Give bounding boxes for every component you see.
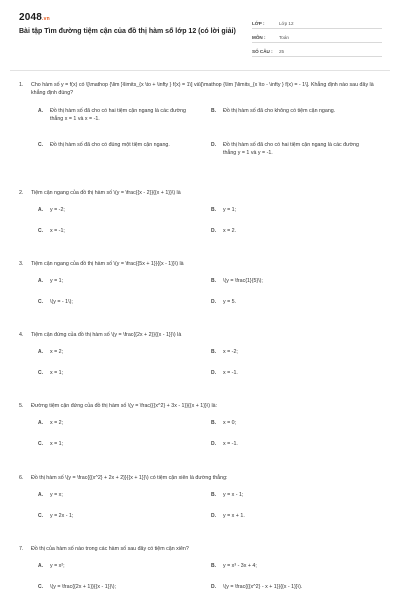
option-text: y = x³ - 3x + 4; bbox=[223, 563, 257, 570]
question-1 bbox=[19, 81, 379, 171]
meta-label: SỐ CÂU : bbox=[252, 49, 273, 54]
option-text: x = 0; bbox=[223, 420, 237, 427]
option-text: \(y = \frac{1}{5}\); bbox=[223, 278, 263, 285]
meta-value: Lớp 12 bbox=[279, 21, 294, 26]
option-letter: C. bbox=[38, 584, 43, 591]
question-stem bbox=[19, 260, 379, 268]
brand-name: 2048 bbox=[19, 12, 43, 23]
question-5 bbox=[19, 402, 379, 454]
question-6 bbox=[19, 474, 379, 526]
brand-suffix: .vn bbox=[42, 16, 50, 22]
option-text: Đồ thị hàm số đã cho có hai tiệm cận ngang là các đường thẳng y = 1 và y = -1. bbox=[223, 142, 359, 156]
options bbox=[19, 201, 379, 241]
option-b[interactable] bbox=[211, 108, 366, 115]
option-text: y = 1; bbox=[223, 207, 237, 214]
option-a[interactable] bbox=[38, 563, 178, 570]
divider bbox=[10, 70, 390, 71]
option-text: y = 1; bbox=[50, 278, 64, 285]
question-number: 5. bbox=[19, 403, 24, 409]
option-letter: D. bbox=[211, 299, 216, 306]
question-number: 6. bbox=[19, 475, 24, 481]
options bbox=[19, 486, 379, 526]
option-letter: A. bbox=[38, 563, 43, 570]
option-c[interactable] bbox=[38, 370, 178, 377]
question-text: Đường tiệm cận đứng của đồ thị hàm số \(y = \frac{{{x^2} + 3x - 1}}{{x + 1}}\) là: bbox=[31, 403, 218, 409]
option-letter: D. bbox=[211, 370, 216, 377]
question-text: Tiệm cận ngang của đồ thị hàm số \(y = \frac{{5x + 1}}{{x - 1}}\) là bbox=[31, 261, 184, 267]
options bbox=[19, 343, 379, 383]
question-stem bbox=[19, 331, 379, 339]
option-letter: A. bbox=[38, 278, 43, 285]
option-b[interactable] bbox=[211, 349, 351, 356]
option-text: x = 2. bbox=[223, 228, 237, 235]
option-text: y = 2x - 1; bbox=[50, 513, 74, 520]
option-text: y = x + 1. bbox=[223, 513, 245, 520]
option-a[interactable] bbox=[38, 278, 178, 285]
option-text: y = x - 1; bbox=[223, 492, 244, 499]
option-c[interactable] bbox=[38, 142, 193, 149]
option-letter: A. bbox=[38, 492, 43, 499]
option-text: x = 2; bbox=[50, 349, 64, 356]
option-letter: D. bbox=[211, 513, 216, 520]
option-letter: C. bbox=[38, 441, 43, 448]
question-text: Tiệm cận ngang của đồ thị hàm số \(y = \frac{{x - 2}}{{x + 1}}\) là bbox=[31, 190, 181, 196]
question-stem bbox=[19, 402, 379, 410]
option-letter: B. bbox=[211, 278, 216, 285]
question-stem bbox=[19, 189, 379, 197]
option-d[interactable] bbox=[211, 584, 351, 591]
option-text: \(y = - 1\); bbox=[50, 299, 73, 306]
option-a[interactable] bbox=[38, 108, 193, 122]
option-letter: C. bbox=[38, 228, 43, 235]
option-b[interactable] bbox=[211, 278, 351, 285]
option-d[interactable] bbox=[211, 142, 366, 156]
meta-value: 25 bbox=[279, 49, 285, 54]
option-letter: A. bbox=[38, 420, 43, 427]
question-4 bbox=[19, 331, 379, 383]
question-number: 2. bbox=[19, 190, 24, 196]
option-letter: D. bbox=[211, 441, 216, 448]
question-3 bbox=[19, 260, 379, 312]
options bbox=[19, 101, 379, 171]
option-text: x = -1. bbox=[223, 370, 238, 377]
question-number: 4. bbox=[19, 332, 24, 338]
option-letter: A. bbox=[38, 349, 43, 356]
question-number: 3. bbox=[19, 261, 24, 267]
option-text: x = 1; bbox=[50, 370, 64, 377]
question-text: Tiệm cận đứng của đồ thị hàm số \(y = \frac{{2x + 2}}{{x - 1}}\) là bbox=[31, 332, 182, 338]
option-b[interactable] bbox=[211, 563, 351, 570]
option-letter: C. bbox=[38, 513, 43, 520]
meta-panel bbox=[252, 15, 382, 57]
option-a[interactable] bbox=[38, 349, 178, 356]
option-text: \(y = \frac{{{x^2} - x + 1}}{{x - 1}}\). bbox=[223, 584, 303, 591]
meta-label: LỚP : bbox=[252, 21, 265, 26]
question-text: Đồ thị hàm số \(y = \frac{{{x^2} + 2x + 2}}{{x + 1}}\) có tiệm cận xiên là đường thẳng: bbox=[31, 475, 228, 481]
meta-row-subject bbox=[252, 29, 382, 43]
meta-row-count bbox=[252, 43, 382, 57]
option-c[interactable] bbox=[38, 513, 178, 520]
option-d[interactable] bbox=[211, 228, 351, 235]
option-text: y = x²; bbox=[50, 563, 65, 570]
option-d[interactable] bbox=[211, 513, 351, 520]
option-text: \(y = \frac{{2x + 1}}{{x - 1}}\); bbox=[50, 584, 116, 591]
option-letter: B. bbox=[211, 492, 216, 499]
meta-row-class bbox=[252, 15, 382, 29]
option-letter: D. bbox=[211, 142, 216, 149]
question-7 bbox=[19, 545, 379, 597]
option-b[interactable] bbox=[211, 492, 351, 499]
option-text: y = -2; bbox=[50, 207, 65, 214]
question-stem bbox=[19, 81, 379, 97]
meta-label: MÔN : bbox=[252, 35, 266, 40]
option-text: y = 5. bbox=[223, 299, 237, 306]
option-letter: C. bbox=[38, 370, 43, 377]
question-text: Cho hàm số y = f(x) có \[\mathop {\lim }\limits_{x \to + \infty } f(x) = 1\] và\[\mathop {\lim }\limits_{x \to - \infty } f(x) = - 1\]. Khẳng định nào sau đây là khẳng định đúng? bbox=[31, 82, 374, 97]
option-text: Đồ thị hàm số đã cho không có tiệm cận ngang. bbox=[223, 108, 336, 115]
option-text: Đồ thị hàm số đã cho có hai tiệm cận ngang là các đường thẳng x = 1 và x = -1. bbox=[50, 108, 186, 122]
option-a[interactable] bbox=[38, 207, 178, 214]
option-text: y = x; bbox=[50, 492, 63, 499]
option-text: x = 1; bbox=[50, 441, 64, 448]
option-letter: B. bbox=[211, 349, 216, 356]
option-b[interactable] bbox=[211, 207, 351, 214]
document-title: Bài tập Tìm đường tiệm cận của đồ thị hàm số lớp 12 (có lời giải) bbox=[19, 28, 236, 35]
option-letter: C. bbox=[38, 142, 43, 149]
options bbox=[19, 414, 379, 454]
option-text: x = 2; bbox=[50, 420, 64, 427]
option-letter: D. bbox=[211, 228, 216, 235]
option-d[interactable] bbox=[211, 370, 351, 377]
option-letter: B. bbox=[211, 108, 216, 115]
option-text: Đồ thị hàm số đã cho có đúng một tiệm cận ngang. bbox=[50, 142, 170, 149]
question-text: Đồ thị của hàm số nào trong các hàm số sau đây có tiệm cận xiên? bbox=[31, 546, 189, 552]
option-text: x = -1; bbox=[50, 228, 65, 235]
option-b[interactable] bbox=[211, 420, 351, 427]
options bbox=[19, 557, 379, 597]
option-letter: A. bbox=[38, 207, 43, 214]
option-a[interactable] bbox=[38, 492, 178, 499]
option-d[interactable] bbox=[211, 299, 351, 306]
option-c[interactable] bbox=[38, 299, 178, 306]
option-c[interactable] bbox=[38, 228, 178, 235]
question-stem bbox=[19, 545, 379, 553]
option-text: x = -1. bbox=[223, 441, 238, 448]
question-number: 1. bbox=[19, 82, 24, 88]
meta-value: Toán bbox=[279, 35, 289, 40]
option-letter: C. bbox=[38, 299, 43, 306]
question-2 bbox=[19, 189, 379, 241]
option-d[interactable] bbox=[211, 441, 351, 448]
option-letter: A. bbox=[38, 108, 43, 115]
option-letter: D. bbox=[211, 584, 216, 591]
option-letter: B. bbox=[211, 563, 216, 570]
option-c[interactable] bbox=[38, 441, 178, 448]
option-letter: B. bbox=[211, 420, 216, 427]
option-text: x = -2; bbox=[223, 349, 238, 356]
option-c[interactable] bbox=[38, 584, 178, 591]
options bbox=[19, 272, 379, 312]
option-letter: B. bbox=[211, 207, 216, 214]
question-stem bbox=[19, 474, 379, 482]
option-a[interactable] bbox=[38, 420, 178, 427]
brand-logo bbox=[19, 12, 50, 23]
question-number: 7. bbox=[19, 546, 24, 552]
